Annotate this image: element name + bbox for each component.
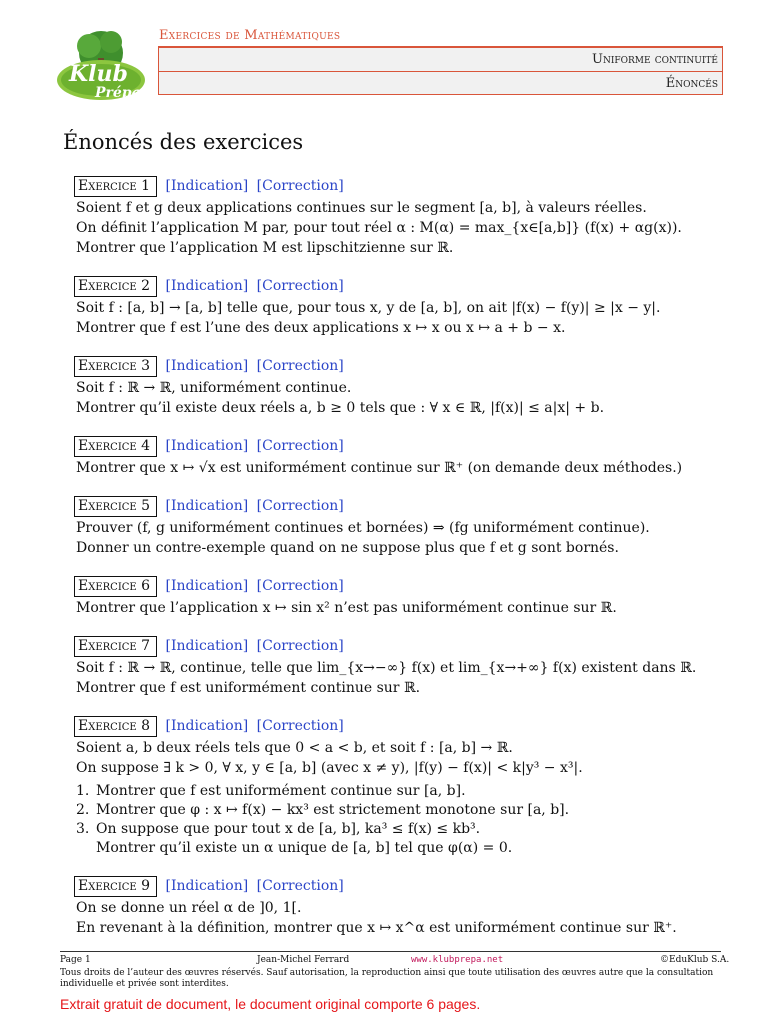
section-label: Énoncés: [665, 76, 718, 91]
correction-link[interactable]: [Correction]: [256, 278, 344, 294]
exercise-text: Soit f : ℝ → ℝ, continue, telle que lim_{x→−∞} f(x) et lim_{x→+∞} f(x) existent dans ℝ.: [76, 660, 697, 676]
header-box: [158, 46, 723, 95]
indication-link[interactable]: [Indication]: [165, 578, 249, 594]
item-number: 1.: [76, 783, 90, 799]
exercise-text: Montrer que f est uniformément continue sur ℝ.: [76, 680, 421, 696]
series-title: Exercices de Mathématiques: [159, 28, 341, 43]
copyright: ©EduKlub S.A.: [660, 955, 730, 965]
indication-link[interactable]: [Indication]: [165, 638, 249, 654]
logo-prepa-text: Prépa: [95, 85, 141, 101]
page-title: Énoncés des exercices: [63, 130, 304, 154]
page-number: Page 1: [60, 955, 91, 965]
extract-notice: Extrait gratuit de document, le document original comporte 6 pages.: [60, 996, 481, 1012]
indication-link[interactable]: [Indication]: [165, 718, 249, 734]
item-number: 2.: [76, 802, 90, 818]
exercise-8: [76, 716, 726, 858]
exercise-text: Donner un contre-exemple quand on ne suppose plus que f et g sont bornés.: [76, 540, 619, 556]
exercise-text: Montrer que f est l’une des deux applications x ↦ x ou x ↦ a + b − x.: [76, 320, 566, 336]
list-item: [76, 782, 726, 801]
header-divider: [159, 71, 722, 72]
exercise-label: Exercice 6: [74, 576, 157, 597]
exercise-7: [76, 636, 726, 698]
exercise-label: Exercice 9: [74, 876, 157, 897]
site-link[interactable]: www.klubprepa.net: [411, 955, 504, 965]
correction-link[interactable]: [Correction]: [256, 498, 344, 514]
exercise-9: [76, 876, 726, 938]
exercise-text: Soient a, b deux réels tels que 0 < a < b, et soit f : [a, b] → ℝ.: [76, 740, 513, 756]
item-continuation: Montrer qu’il existe un α unique de [a, b] tel que φ(α) = 0.: [96, 840, 513, 856]
correction-link[interactable]: [Correction]: [256, 578, 344, 594]
correction-link[interactable]: [Correction]: [256, 358, 344, 374]
footer-divider: [60, 951, 721, 952]
item-text: On suppose que pour tout x de [a, b], ka³ ≤ f(x) ≤ kb³.: [96, 821, 481, 837]
exercise-1: [76, 176, 726, 258]
logo-klub-text: Klub: [69, 61, 128, 87]
author-name: Jean-Michel Ferrard: [257, 955, 350, 965]
item-text: Montrer que f est uniformément continue sur [a, b].: [96, 783, 466, 799]
exercise-label: Exercice 4: [74, 436, 157, 457]
exercise-label: Exercice 8: [74, 716, 157, 737]
correction-link[interactable]: [Correction]: [256, 438, 344, 454]
exercise-6: [76, 576, 726, 618]
exercise-text: On définit l’application M par, pour tout réel α : M(α) = max_{x∈[a,b]} (f(x) + αg(x)).: [76, 220, 682, 236]
exercise-text: Soit f : [a, b] → [a, b] telle que, pour tous x, y de [a, b], on ait |f(x) − f(y)| ≥ |x − y|.: [76, 300, 661, 316]
exercise-3: [76, 356, 726, 418]
exercise-text: On suppose ∃ k > 0, ∀ x, y ∈ [a, b] (avec x ≠ y), |f(y) − f(x)| < k|y³ − x³|.: [76, 760, 583, 776]
exercise-label: Exercice 7: [74, 636, 157, 657]
correction-link[interactable]: [Correction]: [256, 878, 344, 894]
indication-link[interactable]: [Indication]: [165, 498, 249, 514]
exercise-5: [76, 496, 726, 558]
exercise-text: Montrer que l’application M est lipschitzienne sur ℝ.: [76, 240, 454, 256]
topic-title: Uniforme continuité: [592, 52, 718, 67]
exercise-question-list: [76, 782, 726, 858]
indication-link[interactable]: [Indication]: [165, 178, 249, 194]
indication-link[interactable]: [Indication]: [165, 438, 249, 454]
exercise-label: Exercice 1: [74, 176, 157, 197]
indication-link[interactable]: [Indication]: [165, 358, 249, 374]
exercise-label: Exercice 3: [74, 356, 157, 377]
list-item: [76, 801, 726, 820]
exercise-list: [76, 176, 726, 938]
exercise-label: Exercice 5: [74, 496, 157, 517]
exercise-text: Montrer qu’il existe deux réels a, b ≥ 0 tels que : ∀ x ∈ ℝ, |f(x)| ≤ a|x| + b.: [76, 400, 605, 416]
exercise-2: [76, 276, 726, 338]
exercise-text: Montrer que l’application x ↦ sin x² n’est pas uniformément continue sur ℝ.: [76, 600, 617, 616]
list-item: [76, 820, 726, 839]
exercise-4: [76, 436, 726, 478]
correction-link[interactable]: [Correction]: [256, 718, 344, 734]
indication-link[interactable]: [Indication]: [165, 878, 249, 894]
exercise-text: En revenant à la définition, montrer que x ↦ x^α est uniformément continue sur ℝ⁺.: [76, 920, 677, 936]
exercise-text: On se donne un réel α de ]0, 1[.: [76, 900, 302, 916]
klubprepa-logo: [55, 28, 147, 102]
exercise-text: Soit f : ℝ → ℝ, uniformément continue.: [76, 380, 352, 396]
indication-link[interactable]: [Indication]: [165, 278, 249, 294]
exercise-text: Soient f et g deux applications continues sur le segment [a, b], à valeurs réelles.: [76, 200, 647, 216]
exercise-text: Montrer que x ↦ √x est uniformément continue sur ℝ⁺ (on demande deux méthodes.): [76, 460, 683, 476]
correction-link[interactable]: [Correction]: [256, 178, 344, 194]
correction-link[interactable]: [Correction]: [256, 638, 344, 654]
item-text: Montrer que φ : x ↦ f(x) − kx³ est strictement monotone sur [a, b].: [96, 802, 570, 818]
exercise-label: Exercice 2: [74, 276, 157, 297]
rights-notice: Tous droits de l’auteur des œuvres réservés. Sauf autorisation, la reproduction ainsi que toute utilisation des œuvres autre que la consultation individuelle et privée sont interdites.: [60, 968, 714, 989]
exercise-text: Prouver (f, g uniformément continues et bornées) ⇒ (fg uniformément continue).: [76, 520, 650, 536]
item-number: 3.: [76, 821, 90, 837]
